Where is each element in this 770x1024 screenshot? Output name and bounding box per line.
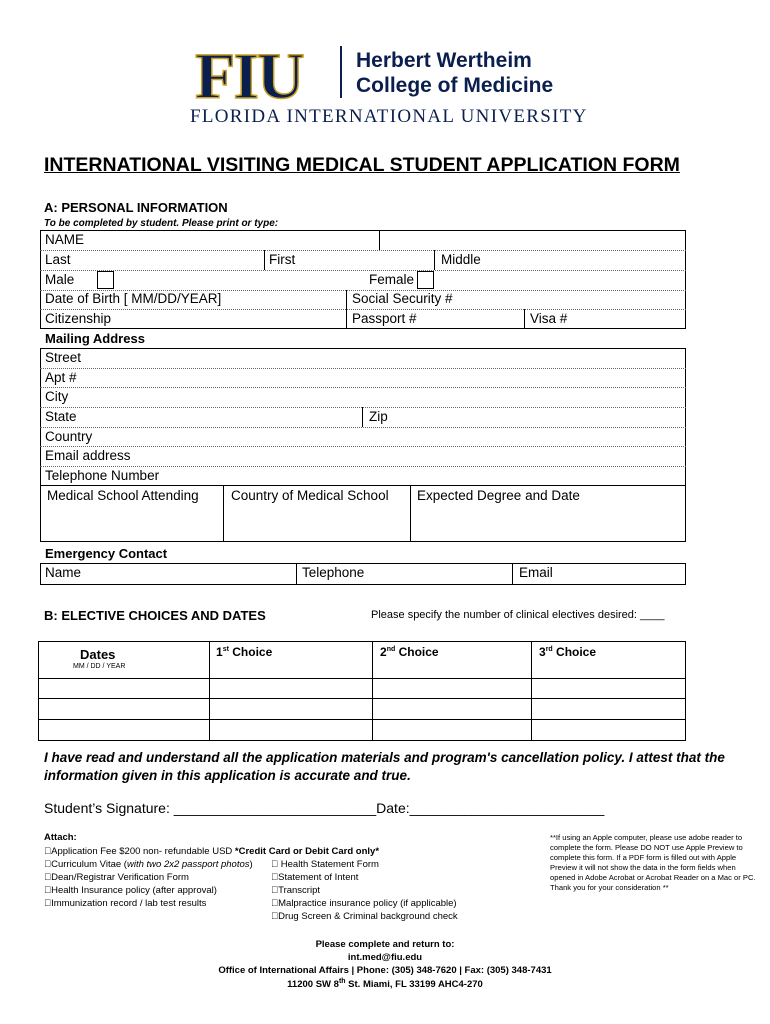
female-checkbox[interactable]: [417, 271, 434, 289]
country-field[interactable]: Country: [45, 429, 93, 444]
fiu-logo-text: FIU: [195, 44, 303, 104]
mailing-address-heading: Mailing Address: [45, 331, 145, 346]
attach-item-cv[interactable]: Curriculum Vitae (with two 2x2 passport photos): [44, 859, 246, 870]
choice-2-header: 2nd Choice: [380, 645, 439, 659]
ssn-field[interactable]: Social Security #: [352, 291, 453, 306]
mailing-address-table: [40, 348, 686, 542]
middle-name-field[interactable]: Middle: [441, 252, 481, 267]
ec-name-field[interactable]: Name: [45, 565, 82, 580]
female-label: Female: [369, 272, 415, 287]
college-name: Herbert Wertheim College of Medicine: [356, 49, 554, 97]
attach-item-immunization[interactable]: Immunization record / lab test results: [44, 898, 200, 909]
footer-return-line: Please complete and return to:: [315, 939, 455, 950]
form-title: INTERNATIONAL VISITING MEDICAL STUDENT APPLICATION FORM: [44, 154, 680, 176]
state-field[interactable]: State: [45, 409, 77, 424]
email-field[interactable]: Email address: [45, 448, 131, 463]
signature-line[interactable]: Student’s Signature: __________________________Date:_________________________: [44, 800, 605, 816]
expected-degree-field[interactable]: Expected Degree and Date: [417, 488, 580, 503]
section-a-heading: A: PERSONAL INFORMATION: [44, 200, 228, 215]
footer-contact: Office of International Affairs | Phone: (305) 348-7620 | Fax: (305) 348-7431: [218, 965, 552, 976]
citizenship-field[interactable]: Citizenship: [45, 311, 112, 326]
zip-field[interactable]: Zip: [369, 409, 388, 424]
male-checkbox[interactable]: [97, 271, 114, 289]
attach-item-dean-form[interactable]: Dean/Registrar Verification Form: [44, 872, 182, 883]
visa-field[interactable]: Visa #: [530, 311, 568, 326]
section-b-heading: B: ELECTIVE CHOICES AND DATES: [44, 608, 266, 623]
choice-1-header: 1st Choice: [216, 645, 273, 659]
ec-telephone-field[interactable]: Telephone: [302, 565, 365, 580]
footer-address: 11200 SW 8th St. Miami, FL 33199 AHC4-270: [287, 978, 483, 991]
choice-3-header: 3rd Choice: [539, 645, 597, 659]
fiu-logo: [193, 44, 327, 104]
attestation-text: I have read and understand all the application materials and program's cancellation policy. I attest that the information given in this application is accurate and true.: [44, 750, 725, 783]
attach-item-health-statement[interactable]: Health Statement Form: [271, 859, 370, 870]
logo-divider: [340, 46, 342, 98]
med-school-field[interactable]: Medical School Attending: [47, 488, 199, 503]
passport-field[interactable]: Passport #: [352, 311, 417, 326]
dob-field[interactable]: Date of Birth [ MM/DD/YEAR]: [45, 291, 222, 306]
section-a-note: To be completed by student. Please print or type:: [44, 218, 279, 229]
electives-count-field[interactable]: Please specify the number of clinical electives desired: ____: [371, 609, 665, 621]
name-label: NAME: [45, 232, 85, 247]
footer-email[interactable]: int.med@fiu.edu: [347, 952, 423, 963]
city-field[interactable]: City: [45, 389, 69, 404]
emergency-contact-heading: Emergency Contact: [45, 546, 168, 561]
date-format-hint: MM / DD / YEAR: [73, 663, 126, 670]
telephone-field[interactable]: Telephone Number: [45, 468, 160, 483]
attach-item-malpractice[interactable]: Malpractice insurance policy (if applicable): [271, 898, 450, 909]
apple-note: **If using an Apple computer, please use adobe reader to complete the form. Please DO NOT use Apple Preview to complete this form. If a PDF form is filled out with Apple Preview it will not show the data in the form fields when opened in Adobe Acrobat or Acrobat Reader on a Mac or PC. Thank you for your consideration **: [550, 833, 756, 892]
attach-item-insurance[interactable]: Health Insurance policy (after approval): [44, 885, 210, 896]
attach-item-drug-screen[interactable]: Drug Screen & Criminal background check: [271, 911, 451, 922]
university-name: FLORIDA INTERNATIONAL UNIVERSITY: [190, 106, 588, 127]
attach-item-fee[interactable]: Application Fee $200 non- refundable USD *Credit Card or Debit Card only*: [44, 846, 372, 857]
last-name-field[interactable]: Last: [45, 252, 71, 267]
attach-heading: Attach:: [44, 832, 77, 843]
attach-item-statement-intent[interactable]: Statement of Intent: [271, 872, 352, 883]
attach-item-transcript[interactable]: Transcript: [271, 885, 313, 896]
ec-email-field[interactable]: Email: [519, 565, 553, 580]
country-med-school-field[interactable]: Country of Medical School: [231, 488, 389, 503]
dates-header: Dates: [80, 647, 116, 662]
street-field[interactable]: Street: [45, 350, 82, 365]
first-name-field[interactable]: First: [269, 252, 296, 267]
male-label: Male: [45, 272, 75, 287]
apt-field[interactable]: Apt #: [45, 370, 77, 385]
